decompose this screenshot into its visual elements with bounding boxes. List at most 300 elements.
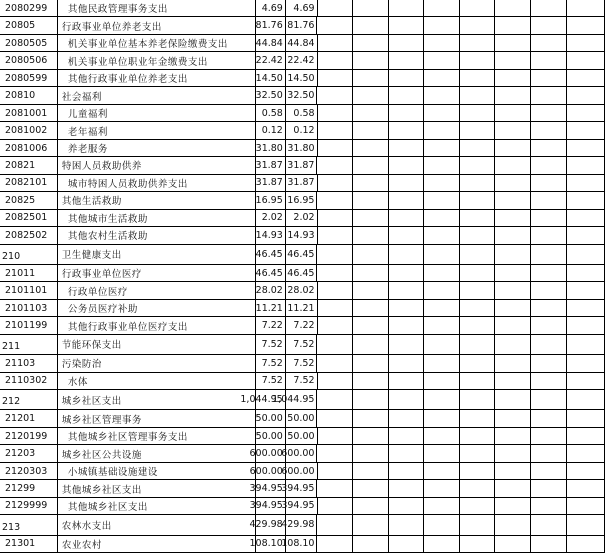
name-cell[interactable] — [58, 175, 256, 192]
empty-cell[interactable] — [460, 210, 496, 227]
amount-cell[interactable] — [256, 35, 286, 52]
empty-cell[interactable] — [424, 140, 460, 157]
empty-cell[interactable] — [389, 210, 425, 227]
empty-cell[interactable] — [567, 410, 605, 427]
amount-cell[interactable] — [256, 410, 286, 427]
name-cell[interactable] — [58, 373, 256, 390]
empty-cell[interactable] — [460, 0, 496, 17]
amount-cell[interactable] — [256, 317, 286, 334]
empty-cell[interactable] — [567, 140, 605, 157]
name-cell[interactable] — [58, 536, 256, 553]
amount-cell[interactable] — [256, 282, 286, 299]
empty-cell[interactable] — [495, 445, 531, 462]
name-cell[interactable] — [58, 52, 256, 69]
empty-cell[interactable] — [567, 300, 605, 317]
empty-cell[interactable] — [317, 245, 353, 265]
empty-cell[interactable] — [531, 192, 567, 209]
code-cell[interactable]: 2080599 — [0, 70, 58, 87]
empty-cell[interactable] — [531, 282, 567, 299]
name-cell[interactable] — [58, 515, 256, 535]
empty-cell[interactable] — [424, 210, 460, 227]
empty-cell[interactable] — [424, 300, 460, 317]
empty-cell[interactable] — [424, 87, 460, 104]
name-cell[interactable] — [58, 265, 256, 282]
name-cell[interactable] — [58, 17, 256, 34]
empty-cell[interactable] — [531, 410, 567, 427]
amount-cell[interactable] — [256, 373, 286, 390]
amount-cell[interactable] — [281, 445, 318, 462]
empty-cell[interactable] — [567, 105, 605, 122]
empty-cell[interactable] — [389, 428, 425, 445]
empty-cell[interactable] — [353, 52, 389, 69]
empty-cell[interactable] — [460, 245, 496, 265]
empty-cell[interactable] — [495, 515, 531, 535]
empty-cell[interactable] — [424, 480, 460, 497]
empty-cell[interactable] — [531, 70, 567, 87]
empty-cell[interactable] — [531, 157, 567, 174]
empty-cell[interactable] — [567, 0, 605, 17]
empty-cell[interactable] — [353, 335, 389, 355]
empty-cell[interactable] — [495, 463, 531, 480]
empty-cell[interactable] — [424, 192, 460, 209]
empty-cell[interactable] — [460, 536, 496, 553]
empty-cell[interactable] — [460, 335, 496, 355]
name-cell[interactable] — [58, 87, 256, 104]
empty-cell[interactable] — [389, 105, 425, 122]
empty-cell[interactable] — [353, 265, 389, 282]
empty-cell[interactable] — [531, 498, 567, 515]
amount-cell[interactable] — [281, 480, 318, 497]
empty-cell[interactable] — [317, 355, 353, 372]
empty-cell[interactable] — [424, 105, 460, 122]
empty-cell[interactable] — [495, 17, 531, 34]
empty-cell[interactable] — [317, 335, 353, 355]
amount-cell[interactable] — [256, 70, 286, 87]
empty-cell[interactable] — [567, 157, 605, 174]
amount-cell[interactable] — [256, 335, 286, 355]
amount-cell[interactable] — [286, 105, 318, 122]
empty-cell[interactable] — [460, 373, 496, 390]
empty-cell[interactable] — [353, 245, 389, 265]
empty-cell[interactable] — [531, 536, 567, 553]
empty-cell[interactable] — [495, 536, 531, 553]
empty-cell[interactable] — [567, 445, 605, 462]
empty-cell[interactable] — [353, 70, 389, 87]
code-cell[interactable]: 2082101 — [0, 175, 58, 192]
amount-cell[interactable] — [286, 122, 318, 139]
empty-cell[interactable] — [531, 373, 567, 390]
empty-cell[interactable] — [531, 515, 567, 535]
code-cell[interactable]: 212 — [0, 390, 58, 410]
amount-cell[interactable] — [286, 335, 318, 355]
empty-cell[interactable] — [424, 0, 460, 17]
empty-cell[interactable] — [424, 463, 460, 480]
empty-cell[interactable] — [317, 480, 353, 497]
empty-cell[interactable] — [567, 227, 605, 244]
name-cell[interactable] — [58, 122, 256, 139]
empty-cell[interactable] — [353, 536, 389, 553]
empty-cell[interactable] — [460, 355, 496, 372]
empty-cell[interactable] — [318, 35, 354, 52]
empty-cell[interactable] — [567, 245, 605, 265]
amount-cell[interactable] — [256, 428, 286, 445]
empty-cell[interactable] — [317, 157, 353, 174]
empty-cell[interactable] — [531, 390, 567, 410]
empty-cell[interactable] — [424, 35, 460, 52]
amount-cell[interactable] — [281, 463, 318, 480]
empty-cell[interactable] — [318, 175, 354, 192]
code-cell[interactable]: 2082502 — [0, 227, 58, 244]
empty-cell[interactable] — [495, 480, 531, 497]
empty-cell[interactable] — [460, 192, 496, 209]
empty-cell[interactable] — [567, 282, 605, 299]
amount-cell[interactable] — [281, 536, 318, 553]
empty-cell[interactable] — [460, 87, 496, 104]
empty-cell[interactable] — [389, 52, 425, 69]
empty-cell[interactable] — [353, 317, 389, 334]
empty-cell[interactable] — [460, 70, 496, 87]
empty-cell[interactable] — [353, 515, 389, 535]
empty-cell[interactable] — [317, 265, 353, 282]
empty-cell[interactable] — [353, 87, 389, 104]
empty-cell[interactable] — [353, 0, 389, 17]
empty-cell[interactable] — [460, 463, 496, 480]
empty-cell[interactable] — [389, 192, 425, 209]
empty-cell[interactable] — [424, 317, 460, 334]
name-cell[interactable] — [58, 0, 256, 17]
code-cell[interactable]: 2110302 — [0, 373, 58, 390]
empty-cell[interactable] — [318, 70, 354, 87]
empty-cell[interactable] — [460, 52, 496, 69]
amount-cell[interactable] — [256, 192, 286, 209]
empty-cell[interactable] — [567, 17, 605, 34]
empty-cell[interactable] — [495, 175, 531, 192]
name-cell[interactable] — [58, 355, 256, 372]
empty-cell[interactable] — [353, 122, 389, 139]
empty-cell[interactable] — [531, 445, 567, 462]
amount-cell[interactable] — [286, 355, 318, 372]
empty-cell[interactable] — [318, 282, 354, 299]
empty-cell[interactable] — [495, 498, 531, 515]
amount-cell[interactable] — [256, 210, 286, 227]
empty-cell[interactable] — [531, 140, 567, 157]
empty-cell[interactable] — [495, 0, 531, 17]
empty-cell[interactable] — [389, 265, 425, 282]
empty-cell[interactable] — [318, 373, 354, 390]
empty-cell[interactable] — [317, 515, 353, 535]
empty-cell[interactable] — [389, 140, 425, 157]
empty-cell[interactable] — [460, 390, 496, 410]
empty-cell[interactable] — [389, 175, 425, 192]
amount-cell[interactable] — [286, 35, 318, 52]
code-cell[interactable]: 2080505 — [0, 35, 58, 52]
empty-cell[interactable] — [531, 300, 567, 317]
empty-cell[interactable] — [389, 373, 425, 390]
empty-cell[interactable] — [460, 140, 496, 157]
amount-cell[interactable] — [286, 70, 318, 87]
empty-cell[interactable] — [317, 390, 353, 410]
empty-cell[interactable] — [318, 227, 354, 244]
empty-cell[interactable] — [318, 0, 354, 17]
amount-cell[interactable] — [286, 17, 318, 34]
empty-cell[interactable] — [495, 105, 531, 122]
code-cell[interactable]: 2080299 — [0, 0, 58, 17]
empty-cell[interactable] — [460, 317, 496, 334]
empty-cell[interactable] — [389, 317, 425, 334]
empty-cell[interactable] — [460, 428, 496, 445]
empty-cell[interactable] — [389, 282, 425, 299]
empty-cell[interactable] — [424, 282, 460, 299]
empty-cell[interactable] — [318, 317, 354, 334]
empty-cell[interactable] — [567, 122, 605, 139]
empty-cell[interactable] — [317, 410, 353, 427]
name-cell[interactable] — [58, 317, 256, 334]
name-cell[interactable] — [58, 227, 256, 244]
empty-cell[interactable] — [531, 122, 567, 139]
amount-cell[interactable] — [256, 157, 286, 174]
empty-cell[interactable] — [495, 210, 531, 227]
empty-cell[interactable] — [424, 70, 460, 87]
empty-cell[interactable] — [424, 265, 460, 282]
amount-cell[interactable] — [286, 373, 318, 390]
empty-cell[interactable] — [389, 536, 425, 553]
amount-cell[interactable] — [286, 410, 318, 427]
empty-cell[interactable] — [567, 175, 605, 192]
code-cell[interactable]: 21203 — [0, 445, 58, 462]
amount-cell[interactable] — [286, 157, 318, 174]
name-cell[interactable] — [58, 282, 256, 299]
empty-cell[interactable] — [495, 192, 531, 209]
amount-cell[interactable] — [286, 210, 318, 227]
name-cell[interactable] — [58, 390, 256, 410]
empty-cell[interactable] — [389, 498, 425, 515]
name-cell[interactable] — [58, 192, 256, 209]
amount-cell[interactable] — [286, 87, 318, 104]
empty-cell[interactable] — [567, 87, 605, 104]
amount-cell[interactable] — [286, 428, 318, 445]
empty-cell[interactable] — [531, 245, 567, 265]
empty-cell[interactable] — [495, 335, 531, 355]
name-cell[interactable] — [58, 210, 256, 227]
empty-cell[interactable] — [424, 390, 460, 410]
empty-cell[interactable] — [318, 463, 354, 480]
empty-cell[interactable] — [531, 35, 567, 52]
empty-cell[interactable] — [389, 335, 425, 355]
empty-cell[interactable] — [531, 210, 567, 227]
code-cell[interactable]: 2101199 — [0, 317, 58, 334]
amount-cell[interactable] — [286, 317, 318, 334]
empty-cell[interactable] — [353, 498, 389, 515]
empty-cell[interactable] — [495, 373, 531, 390]
empty-cell[interactable] — [353, 300, 389, 317]
empty-cell[interactable] — [567, 373, 605, 390]
amount-cell[interactable] — [256, 265, 286, 282]
code-cell[interactable]: 210 — [0, 245, 58, 265]
empty-cell[interactable] — [531, 480, 567, 497]
empty-cell[interactable] — [353, 445, 389, 462]
code-cell[interactable]: 20825 — [0, 192, 58, 209]
empty-cell[interactable] — [318, 210, 354, 227]
empty-cell[interactable] — [567, 480, 605, 497]
empty-cell[interactable] — [495, 227, 531, 244]
code-cell[interactable]: 21201 — [0, 410, 58, 427]
empty-cell[interactable] — [353, 192, 389, 209]
empty-cell[interactable] — [389, 35, 425, 52]
empty-cell[interactable] — [531, 227, 567, 244]
empty-cell[interactable] — [424, 355, 460, 372]
name-cell[interactable] — [58, 428, 256, 445]
empty-cell[interactable] — [389, 0, 425, 17]
name-cell[interactable] — [58, 445, 256, 462]
amount-cell[interactable] — [286, 265, 318, 282]
empty-cell[interactable] — [424, 373, 460, 390]
empty-cell[interactable] — [424, 410, 460, 427]
empty-cell[interactable] — [353, 480, 389, 497]
empty-cell[interactable] — [460, 445, 496, 462]
empty-cell[interactable] — [495, 140, 531, 157]
empty-cell[interactable] — [317, 17, 353, 34]
empty-cell[interactable] — [353, 35, 389, 52]
code-cell[interactable]: 21011 — [0, 265, 58, 282]
name-cell[interactable] — [58, 335, 256, 355]
empty-cell[interactable] — [460, 282, 496, 299]
empty-cell[interactable] — [317, 192, 353, 209]
empty-cell[interactable] — [567, 192, 605, 209]
empty-cell[interactable] — [389, 390, 425, 410]
empty-cell[interactable] — [389, 445, 425, 462]
code-cell[interactable]: 21103 — [0, 355, 58, 372]
empty-cell[interactable] — [531, 52, 567, 69]
empty-cell[interactable] — [389, 515, 425, 535]
empty-cell[interactable] — [389, 463, 425, 480]
empty-cell[interactable] — [318, 300, 354, 317]
empty-cell[interactable] — [495, 87, 531, 104]
empty-cell[interactable] — [567, 515, 605, 535]
empty-cell[interactable] — [495, 70, 531, 87]
empty-cell[interactable] — [460, 35, 496, 52]
empty-cell[interactable] — [389, 410, 425, 427]
name-cell[interactable] — [58, 35, 256, 52]
empty-cell[interactable] — [567, 428, 605, 445]
empty-cell[interactable] — [531, 428, 567, 445]
empty-cell[interactable] — [531, 265, 567, 282]
empty-cell[interactable] — [460, 105, 496, 122]
empty-cell[interactable] — [424, 175, 460, 192]
empty-cell[interactable] — [424, 17, 460, 34]
empty-cell[interactable] — [495, 157, 531, 174]
empty-cell[interactable] — [389, 70, 425, 87]
empty-cell[interactable] — [460, 17, 496, 34]
empty-cell[interactable] — [495, 317, 531, 334]
empty-cell[interactable] — [389, 355, 425, 372]
name-cell[interactable] — [58, 410, 256, 427]
empty-cell[interactable] — [460, 480, 496, 497]
empty-cell[interactable] — [389, 480, 425, 497]
empty-cell[interactable] — [353, 105, 389, 122]
amount-cell[interactable] — [256, 355, 286, 372]
empty-cell[interactable] — [531, 0, 567, 17]
code-cell[interactable]: 2082501 — [0, 210, 58, 227]
empty-cell[interactable] — [495, 428, 531, 445]
amount-cell[interactable] — [286, 245, 318, 265]
empty-cell[interactable] — [424, 515, 460, 535]
empty-cell[interactable] — [353, 390, 389, 410]
code-cell[interactable]: 2129999 — [0, 498, 58, 515]
empty-cell[interactable] — [567, 35, 605, 52]
amount-cell[interactable] — [256, 227, 286, 244]
empty-cell[interactable] — [389, 17, 425, 34]
empty-cell[interactable] — [317, 445, 353, 462]
amount-cell[interactable] — [256, 175, 286, 192]
amount-cell[interactable] — [286, 227, 318, 244]
empty-cell[interactable] — [318, 105, 354, 122]
empty-cell[interactable] — [353, 175, 389, 192]
empty-cell[interactable] — [460, 410, 496, 427]
empty-cell[interactable] — [317, 87, 353, 104]
empty-cell[interactable] — [460, 515, 496, 535]
amount-cell[interactable] — [256, 300, 286, 317]
empty-cell[interactable] — [567, 463, 605, 480]
amount-cell[interactable] — [256, 17, 286, 34]
code-cell[interactable]: 2120199 — [0, 428, 58, 445]
code-cell[interactable]: 2080506 — [0, 52, 58, 69]
empty-cell[interactable] — [424, 52, 460, 69]
empty-cell[interactable] — [567, 498, 605, 515]
empty-cell[interactable] — [531, 105, 567, 122]
empty-cell[interactable] — [567, 52, 605, 69]
name-cell[interactable] — [58, 70, 256, 87]
empty-cell[interactable] — [353, 157, 389, 174]
code-cell[interactable]: 2081006 — [0, 140, 58, 157]
empty-cell[interactable] — [424, 245, 460, 265]
amount-cell[interactable] — [256, 140, 286, 157]
empty-cell[interactable] — [353, 210, 389, 227]
amount-cell[interactable] — [281, 498, 318, 515]
empty-cell[interactable] — [531, 175, 567, 192]
empty-cell[interactable] — [424, 227, 460, 244]
code-cell[interactable]: 2081002 — [0, 122, 58, 139]
empty-cell[interactable] — [460, 265, 496, 282]
empty-cell[interactable] — [353, 282, 389, 299]
empty-cell[interactable] — [495, 52, 531, 69]
name-cell[interactable] — [58, 157, 256, 174]
amount-cell[interactable] — [256, 52, 286, 69]
empty-cell[interactable] — [495, 355, 531, 372]
amount-cell[interactable] — [281, 515, 318, 535]
empty-cell[interactable] — [424, 122, 460, 139]
code-cell[interactable]: 211 — [0, 335, 58, 355]
empty-cell[interactable] — [567, 317, 605, 334]
code-cell[interactable]: 21299 — [0, 480, 58, 497]
amount-cell[interactable] — [286, 192, 318, 209]
code-cell[interactable]: 2081001 — [0, 105, 58, 122]
empty-cell[interactable] — [567, 265, 605, 282]
empty-cell[interactable] — [567, 536, 605, 553]
empty-cell[interactable] — [531, 335, 567, 355]
empty-cell[interactable] — [353, 227, 389, 244]
name-cell[interactable] — [58, 105, 256, 122]
empty-cell[interactable] — [353, 463, 389, 480]
amount-cell[interactable] — [272, 390, 318, 410]
code-cell[interactable]: 213 — [0, 515, 58, 535]
code-cell[interactable]: 2120303 — [0, 463, 58, 480]
empty-cell[interactable] — [495, 282, 531, 299]
code-cell[interactable]: 21301 — [0, 536, 58, 553]
empty-cell[interactable] — [318, 122, 354, 139]
empty-cell[interactable] — [353, 140, 389, 157]
name-cell[interactable] — [58, 480, 256, 497]
empty-cell[interactable] — [353, 410, 389, 427]
